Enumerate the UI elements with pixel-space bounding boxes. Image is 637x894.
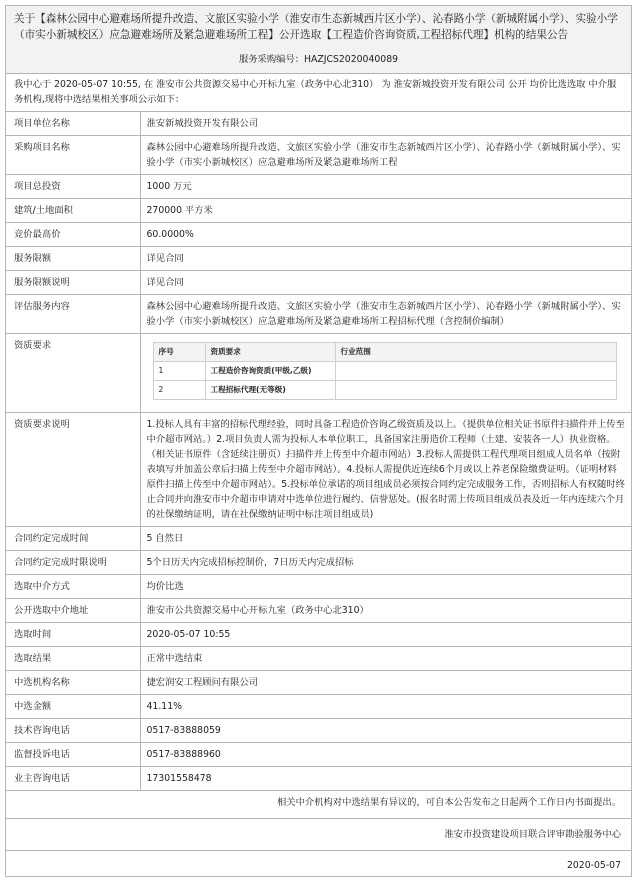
- qualification-row: [153, 362, 616, 381]
- field-value: 捷宏润安工程顾问有限公司: [140, 671, 631, 695]
- qualification-scope: [335, 381, 616, 400]
- field-value: 正常中选结束: [140, 647, 631, 671]
- table-row: [6, 112, 631, 136]
- announcement-document: [5, 5, 632, 877]
- table-row: [6, 575, 631, 599]
- field-value: 淮安市公共资源交易中心开标九室（政务中心北310）: [140, 599, 631, 623]
- field-label: 中选机构名称: [6, 671, 140, 695]
- field-label: 监督投诉电话: [6, 743, 140, 767]
- qualification-header-row: [153, 343, 616, 362]
- field-value: 5个日历天内完成招标控制价，7日历天内完成招标: [140, 551, 631, 575]
- field-label: 业主咨询电话: [6, 767, 140, 791]
- field-value: 均价比选: [140, 575, 631, 599]
- field-value: 41.11%: [140, 695, 631, 719]
- qualification-name: 工程招标代理(无等级): [205, 381, 335, 400]
- table-row: [6, 223, 631, 247]
- table-row: [6, 247, 631, 271]
- table-row: [6, 767, 631, 791]
- table-row: [6, 551, 631, 575]
- qualification-col-header: 序号: [153, 343, 205, 362]
- field-value: 0517-83888059: [140, 719, 631, 743]
- publish-date: 2020-05-07: [566, 860, 621, 871]
- table-row: [6, 671, 631, 695]
- field-value: 森林公园中心避难场所提升改造、文旅区实验小学（淮安市生态新城西片区小学）、沁春路小学（新城附属小学）、实验小学（市实小新城校区）应急避难场所及紧急避难场所工程招标代理（含控制价编制）: [140, 295, 631, 334]
- objection-notice: 相关中介机构对中选结果有异议的，可自本公告发布之日起两个工作日内书面提出。: [6, 791, 631, 819]
- field-value: 60.0000%: [140, 223, 631, 247]
- field-value: [140, 334, 631, 413]
- field-value: 17301558478: [140, 767, 631, 791]
- table-row: [6, 599, 631, 623]
- field-value: 森林公园中心避难场所提升改造、文旅区实验小学（淮安市生态新城西片区小学）、沁春路小学（新城附属小学）、实验小学（市实小新城校区）应急避难场所及紧急避难场所工程: [140, 136, 631, 175]
- qualification-table-wrap: [147, 338, 626, 408]
- result-table: [6, 112, 631, 791]
- qualification-row: [153, 381, 616, 400]
- table-row: [6, 413, 631, 527]
- field-label: 选取结果: [6, 647, 140, 671]
- field-label: 合同约定完成时间: [6, 527, 140, 551]
- field-label: 公开选取中介地址: [6, 599, 140, 623]
- field-label: 资质要求说明: [6, 413, 140, 527]
- field-label: 采购项目名称: [6, 136, 140, 175]
- field-label: 合同约定完成时限说明: [6, 551, 140, 575]
- field-label: 竞价最高价: [6, 223, 140, 247]
- field-value: 1000 万元: [140, 175, 631, 199]
- table-row: [6, 334, 631, 413]
- table-row: [6, 527, 631, 551]
- field-label: 选取时间: [6, 623, 140, 647]
- table-row: [6, 695, 631, 719]
- issuing-organization: 淮安市投资建设项目联合评审勘验服务中心: [6, 819, 631, 851]
- table-row: [6, 623, 631, 647]
- field-label: 项目总投资: [6, 175, 140, 199]
- table-row: [6, 295, 631, 334]
- field-label: 评估服务内容: [6, 295, 140, 334]
- qualification-scope: [335, 362, 616, 381]
- field-label: 服务限额: [6, 247, 140, 271]
- table-row: [6, 175, 631, 199]
- field-value: 5 自然日: [140, 527, 631, 551]
- field-label: 技术咨询电话: [6, 719, 140, 743]
- field-value: 详见合同: [140, 271, 631, 295]
- field-label: 中选金额: [6, 695, 140, 719]
- field-label: 建筑/土地面积: [6, 199, 140, 223]
- table-row: [6, 719, 631, 743]
- field-value: 270000 平方米: [140, 199, 631, 223]
- field-label: 资质要求: [6, 334, 140, 413]
- qualification-no: 1: [153, 362, 205, 381]
- field-value: 0517-83888960: [140, 743, 631, 767]
- table-row: [6, 743, 631, 767]
- qualification-col-header: 资质要求: [205, 343, 335, 362]
- announcement-title: 关于【森林公园中心避难场所提升改造、文旅区实验小学（淮安市生态新城西片区小学）、沁春路小学（新城附属小学）、实验小学（市实小新城校区）应急避难场所及紧急避难场所工程】公开选取【工程造价咨询资质,工程招标代理】机构的结果公告: [14, 13, 618, 41]
- announcement-header: [6, 6, 631, 74]
- table-row: [6, 271, 631, 295]
- field-value: 2020-05-07 10:55: [140, 623, 631, 647]
- table-row: [6, 199, 631, 223]
- qualification-no: 2: [153, 381, 205, 400]
- field-label: 项目单位名称: [6, 112, 140, 136]
- field-label: 选取中介方式: [6, 575, 140, 599]
- qualification-col-header: 行业范围: [335, 343, 616, 362]
- table-row: [6, 647, 631, 671]
- qualification-name: 工程造价咨询资质(甲级,乙级): [205, 362, 335, 381]
- service-number: 服务采购编号：HAZJCS2020040089: [238, 54, 399, 65]
- field-value: 详见合同: [140, 247, 631, 271]
- field-value: 淮安新城投资开发有限公司: [140, 112, 631, 136]
- intro-paragraph: 我中心于 2020-05-07 10:55, 在 淮安市公共资源交易中心开标九室（政务中心北310） 为 淮安新城投资开发有限公司 公开 均价比选选取 中介服务机构,现将中选结果相关事项公示如下：: [6, 74, 631, 112]
- qualification-table: [153, 342, 617, 400]
- field-label: 服务限额说明: [6, 271, 140, 295]
- table-row: [6, 136, 631, 175]
- field-value: 1.投标人具有丰富的招标代理经验，同时具备工程造价咨询乙级资质及以上。（提供单位相关证书原件扫描件并上传至中介超市网站。）2.项目负责人需为投标人本单位职工，具备国家注册造价工程师（土建、安装各一人）执业资格。（相关证书原件（含延续注册页）扫描件并上传至中介超市网站）3.投标人需提供工程代理项目组成人员名单（按附表填写并加盖公章后扫描上传至中介超市网站）。4.投标人需提供近连续6个月或以上养老保险缴费证明。（证明材料原件扫描上传至中介超市网站）。5.投标单位承诺的项目组成员必须按合同约定完成服务工作，否则招标人有权随时终止合同并向淮安市中介超市申请对中选单位进行履约、信誉惩处。(报名时需上传项目组成员表及近一年内连续六个月的社保缴纳证明，请在社保缴纳证明中标注项目组成员): [140, 413, 631, 527]
